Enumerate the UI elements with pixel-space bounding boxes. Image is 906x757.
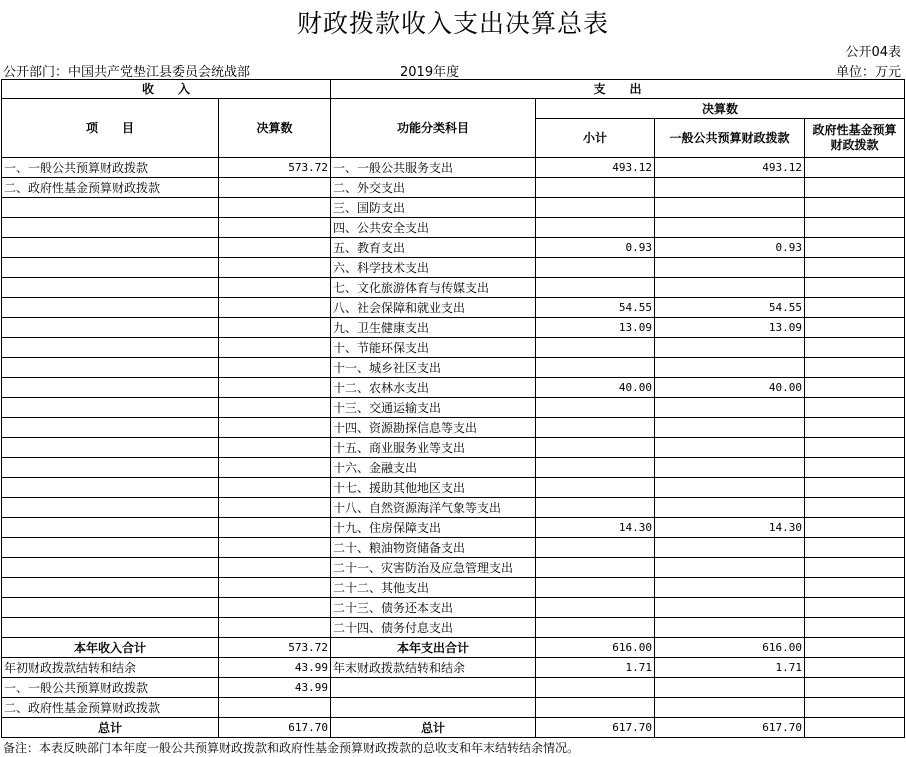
income-amount [219, 598, 331, 618]
expense-subtotal: 13.09 [536, 318, 655, 338]
grand-total-row [2, 718, 905, 738]
income-item [2, 518, 219, 538]
table-row [2, 358, 905, 378]
carry-in-general-label: 一、一般公共预算财政拨款 [2, 678, 219, 698]
header-row-2 [2, 99, 905, 119]
empty-cell [655, 678, 805, 698]
income-item [2, 418, 219, 438]
table-row [2, 438, 905, 458]
table-row [2, 558, 905, 578]
grand-expense-label: 总计 [331, 718, 536, 738]
income-item: 一、一般公共预算财政拨款 [2, 158, 219, 178]
expense-subtotal [536, 618, 655, 638]
final-amount-header: 决算数 [219, 99, 331, 158]
carry-in-general-value: 43.99 [219, 678, 331, 698]
expense-general [655, 198, 805, 218]
income-amount [219, 538, 331, 558]
expense-item: 二十四、债务付息支出 [331, 618, 536, 638]
table-row [2, 338, 905, 358]
expense-fund [805, 238, 905, 258]
expense-subtotal [536, 398, 655, 418]
expense-item: 十四、资源勘探信息等支出 [331, 418, 536, 438]
func-class-header: 功能分类科目 [331, 99, 536, 158]
expense-fund [805, 198, 905, 218]
expense-total-sub: 616.00 [536, 638, 655, 658]
expense-subtotal: 0.93 [536, 238, 655, 258]
income-item [2, 238, 219, 258]
unit-label: 单位：万元 [835, 65, 901, 80]
income-amount [219, 178, 331, 198]
income-item [2, 498, 219, 518]
income-item [2, 618, 219, 638]
expense-general [655, 358, 805, 378]
expense-subtotal [536, 598, 655, 618]
expense-general [655, 398, 805, 418]
income-item [2, 318, 219, 338]
expense-item: 十二、农林水支出 [331, 378, 536, 398]
table-row [2, 498, 905, 518]
expense-subtotal [536, 278, 655, 298]
expense-general [655, 178, 805, 198]
expense-general [655, 278, 805, 298]
expense-item: 七、文化旅游体育与传媒支出 [331, 278, 536, 298]
carry-in-label: 年初财政拨款结转和结余 [2, 658, 219, 678]
income-item [2, 358, 219, 378]
table-footer [2, 638, 905, 738]
income-amount [219, 438, 331, 458]
expense-fund [805, 338, 905, 358]
income-item [2, 278, 219, 298]
expense-item: 五、教育支出 [331, 238, 536, 258]
income-amount [219, 558, 331, 578]
report-title: 财政拨款收入支出决算总表 [296, 9, 609, 38]
expense-general [655, 618, 805, 638]
empty-cell [805, 678, 905, 698]
income-amount [219, 318, 331, 338]
table-row [2, 398, 905, 418]
general-budget-header: 一般公共预算财政拨款 [655, 119, 805, 158]
income-item [2, 438, 219, 458]
expense-subtotal [536, 358, 655, 378]
income-item [2, 218, 219, 238]
grand-expense-fund [805, 718, 905, 738]
table-row [2, 378, 905, 398]
final-group-header: 决算数 [536, 99, 905, 119]
expense-general: 13.09 [655, 318, 805, 338]
footnote: 备注：本表反映部门本年度一般公共预算财政拨款和政府性基金预算财政拨款的总收支和年末结转结余情况。 [3, 741, 580, 755]
income-amount [219, 378, 331, 398]
table-row [2, 178, 905, 198]
expense-item: 十五、商业服务业等支出 [331, 438, 536, 458]
table-body [2, 80, 905, 638]
fiscal-year: 2019年度 [400, 65, 460, 80]
expense-fund [805, 558, 905, 578]
expense-item: 十八、自然资源海洋气象等支出 [331, 498, 536, 518]
department-label: 公开部门：中国共产党垫江县委员会统战部 [3, 65, 251, 80]
header-row-1 [2, 80, 905, 99]
table-row [2, 478, 905, 498]
expense-item: 一、一般公共服务支出 [331, 158, 536, 178]
income-amount [219, 478, 331, 498]
expense-item: 八、社会保障和就业支出 [331, 298, 536, 318]
expense-fund [805, 278, 905, 298]
expense-subtotal [536, 218, 655, 238]
income-amount [219, 258, 331, 278]
expense-item: 九、卫生健康支出 [331, 318, 536, 338]
income-item [2, 398, 219, 418]
expense-item: 十六、金融支出 [331, 458, 536, 478]
expense-fund [805, 438, 905, 458]
expense-total-fund [805, 638, 905, 658]
empty-cell [655, 698, 805, 718]
expense-item: 十七、援助其他地区支出 [331, 478, 536, 498]
expense-fund [805, 458, 905, 478]
table-row [2, 458, 905, 478]
expense-fund [805, 478, 905, 498]
income-amount [219, 518, 331, 538]
finance-table [1, 79, 905, 738]
expense-total-gen: 616.00 [655, 638, 805, 658]
expense-fund [805, 218, 905, 238]
table-row [2, 618, 905, 638]
table-row [2, 238, 905, 258]
expense-item: 十、节能环保支出 [331, 338, 536, 358]
expense-item: 二十、粮油物资储备支出 [331, 538, 536, 558]
expense-general: 493.12 [655, 158, 805, 178]
expense-fund [805, 318, 905, 338]
expense-subtotal: 14.30 [536, 518, 655, 538]
income-item [2, 478, 219, 498]
table-row [2, 278, 905, 298]
expense-fund [805, 258, 905, 278]
income-amount: 573.72 [219, 158, 331, 178]
expense-total-label: 本年支出合计 [331, 638, 536, 658]
income-amount [219, 418, 331, 438]
expense-subtotal [536, 418, 655, 438]
table-row [2, 418, 905, 438]
expense-item: 二十三、债务还本支出 [331, 598, 536, 618]
carry-in-fund-value [219, 698, 331, 718]
expense-general: 0.93 [655, 238, 805, 258]
expense-fund [805, 618, 905, 638]
income-total-value: 573.72 [219, 638, 331, 658]
expense-subtotal [536, 438, 655, 458]
income-amount [219, 198, 331, 218]
table-row [2, 318, 905, 338]
expense-general [655, 458, 805, 478]
grand-expense-gen: 617.70 [655, 718, 805, 738]
item-header: 项 目 [2, 99, 219, 158]
expense-subtotal [536, 178, 655, 198]
expense-subtotal [536, 578, 655, 598]
expense-general: 54.55 [655, 298, 805, 318]
table-row [2, 538, 905, 558]
expense-item: 四、公共安全支出 [331, 218, 536, 238]
expense-item: 六、科学技术支出 [331, 258, 536, 278]
expense-fund [805, 418, 905, 438]
carry-general-row [2, 678, 905, 698]
table-row [2, 218, 905, 238]
expense-fund [805, 298, 905, 318]
expense-subtotal [536, 538, 655, 558]
grand-total-label: 总计 [2, 718, 219, 738]
expense-item: 十九、住房保障支出 [331, 518, 536, 538]
expense-general [655, 558, 805, 578]
income-item [2, 538, 219, 558]
expense-subtotal: 40.00 [536, 378, 655, 398]
income-item: 二、政府性基金预算财政拨款 [2, 178, 219, 198]
table-row [2, 198, 905, 218]
expense-item: 三、国防支出 [331, 198, 536, 218]
expense-fund [805, 498, 905, 518]
empty-cell [536, 678, 655, 698]
grand-income-value: 617.70 [219, 718, 331, 738]
expense-fund [805, 358, 905, 378]
income-amount [219, 458, 331, 478]
expense-item: 十三、交通运输支出 [331, 398, 536, 418]
income-amount [219, 278, 331, 298]
expense-subtotal [536, 338, 655, 358]
expense-subtotal: 493.12 [536, 158, 655, 178]
empty-cell [331, 678, 536, 698]
form-code: 公开04表 [845, 45, 901, 60]
table-row [2, 298, 905, 318]
income-item [2, 198, 219, 218]
carry-out-gen: 1.71 [655, 658, 805, 678]
table-row [2, 158, 905, 178]
income-amount [219, 338, 331, 358]
expense-general [655, 438, 805, 458]
subtotal-header: 小计 [536, 119, 655, 158]
expense-fund [805, 538, 905, 558]
gov-fund-header: 政府性基金预算财政拨款 [805, 119, 905, 158]
table-row [2, 598, 905, 618]
income-item [2, 558, 219, 578]
expense-subtotal [536, 198, 655, 218]
expense-general [655, 338, 805, 358]
income-amount [219, 218, 331, 238]
expense-fund [805, 518, 905, 538]
income-item [2, 258, 219, 278]
expense-item: 二、外交支出 [331, 178, 536, 198]
expense-item: 十一、城乡社区支出 [331, 358, 536, 378]
expense-general [655, 418, 805, 438]
income-item [2, 298, 219, 318]
carry-row [2, 658, 905, 678]
carry-out-sub: 1.71 [536, 658, 655, 678]
expense-general: 14.30 [655, 518, 805, 538]
income-item [2, 378, 219, 398]
table-row [2, 518, 905, 538]
income-total-label: 本年收入合计 [2, 638, 219, 658]
empty-cell [331, 698, 536, 718]
carry-in-fund-label: 二、政府性基金预算财政拨款 [2, 698, 219, 718]
income-amount [219, 238, 331, 258]
expense-general: 40.00 [655, 378, 805, 398]
table-row [2, 578, 905, 598]
income-amount [219, 578, 331, 598]
expense-general [655, 478, 805, 498]
expense-general [655, 258, 805, 278]
income-item [2, 578, 219, 598]
expense-subtotal [536, 558, 655, 578]
expense-fund [805, 178, 905, 198]
expense-general [655, 538, 805, 558]
expense-subtotal [536, 258, 655, 278]
expense-subtotal: 54.55 [536, 298, 655, 318]
expense-item: 二十一、灾害防治及应急管理支出 [331, 558, 536, 578]
carry-in-value: 43.99 [219, 658, 331, 678]
carry-out-label: 年末财政拨款结转和结余 [331, 658, 536, 678]
income-amount [219, 498, 331, 518]
expense-fund [805, 158, 905, 178]
empty-cell [536, 698, 655, 718]
income-item [2, 338, 219, 358]
expense-general [655, 578, 805, 598]
expense-general [655, 218, 805, 238]
grand-expense-sub: 617.70 [536, 718, 655, 738]
expense-fund [805, 578, 905, 598]
expense-general [655, 498, 805, 518]
expense-item: 二十二、其他支出 [331, 578, 536, 598]
expense-fund [805, 378, 905, 398]
expense-subtotal [536, 498, 655, 518]
expense-fund [805, 398, 905, 418]
empty-cell [805, 698, 905, 718]
total-row [2, 638, 905, 658]
income-amount [219, 298, 331, 318]
expense-header: 支 出 [331, 80, 905, 99]
income-amount [219, 358, 331, 378]
expense-general [655, 598, 805, 618]
table-row [2, 258, 905, 278]
expense-fund [805, 598, 905, 618]
expense-subtotal [536, 458, 655, 478]
carry-fund-row [2, 698, 905, 718]
carry-out-fund [805, 658, 905, 678]
income-amount [219, 398, 331, 418]
income-item [2, 598, 219, 618]
expense-subtotal [536, 478, 655, 498]
income-header: 收 入 [2, 80, 331, 99]
income-amount [219, 618, 331, 638]
income-item [2, 458, 219, 478]
